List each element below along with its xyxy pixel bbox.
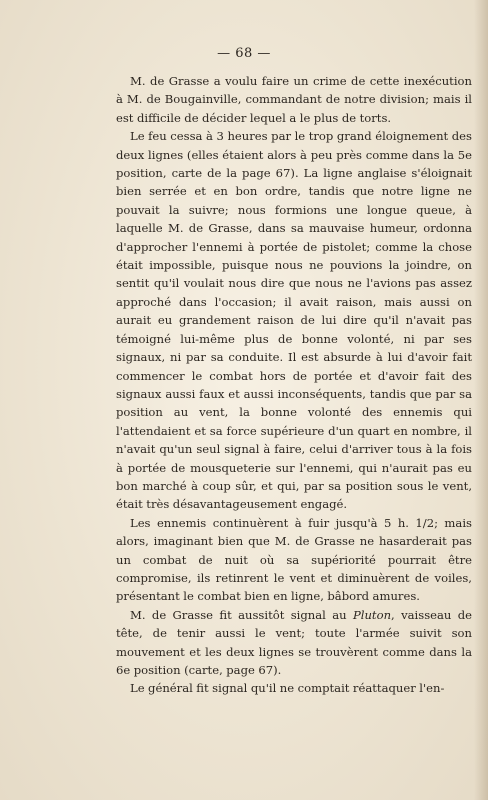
paragraph-2: Le feu cessa à 3 heures par le trop grand éloignement des deux lignes (elles étaient alors à peu près comme dans la 5e position, carte de la page 67). La ligne anglaise s'éloignait bien serrée et en bon ordre, tandis que notre ligne ne pouvait la suivre; nous formions une longue queue, à laquelle M. de Grasse, dans sa mauvaise humeur, ordonna d'approcher l'ennemi à portée de pistolet; comme la chose était impossible, puisque nous ne pouvions la joindre, on sentit qu'il voulait nous dire que nous ne l'avions pas assez approché dans l'occasion; il avait raison, mais aussi on aurait eu grandement raison de lui dire qu'il n'avait pas témoigné lui-même plus de bonne volonté, ni par ses signaux, ni par sa conduite. Il est absurde à lui d'avoir fait commencer le combat hors de portée et d'avoir fait des signaux aussi faux et aussi inconséquents, tandis que par sa position au vent, la bonne volonté des ennemis qui l'attendaient et sa force supérieure d'un quart en nombre, il n'avait qu'un seul signal à faire, celui d'arriver tous à la fois à portée de mousqueterie sur l'ennemi, qui n'aurait pas eu bon marché à coup sûr, et qui, par sa position sous le vent, était très désavantageusement engagé.	[116, 129, 472, 512]
page-number: — 68 —	[217, 46, 271, 61]
paragraph-5: Le général fit signal qu'il ne comptait réattaquer l'en-	[130, 681, 445, 696]
paragraph-1: M. de Grasse a voulu faire un crime de cette inexécution à M. de Bougainville, commandant de notre division; mais il est difficile de décider lequel a le plus de torts.	[116, 74, 472, 125]
paragraph-3: Les ennemis continuèrent à fuir jusqu'à 5 h. 1/2; mais alors, imaginant bien que M. de Grasse ne hasarderait pas un combat de nuit où sa supériorité pourrait être compromise, ils retinrent le vent et diminuèrent de voiles, présentant le combat bien en ligne, bâbord amures.	[116, 515, 472, 604]
paragraph-4	[116, 606, 472, 680]
page-edge-shadow	[474, 0, 488, 800]
ship-name-pluton: Pluton	[352, 607, 392, 622]
body-text	[116, 72, 472, 698]
paragraph-4-start: M. de Grasse fit aussitôt signal au	[130, 607, 353, 622]
paragraph-4-end: , vaisseau de tête, de tenir aussi le vent; toute l'armée suivit son mouvement et les deux lignes se trouvèrent comme dans la 6e position (carte, page 67).	[116, 607, 473, 677]
